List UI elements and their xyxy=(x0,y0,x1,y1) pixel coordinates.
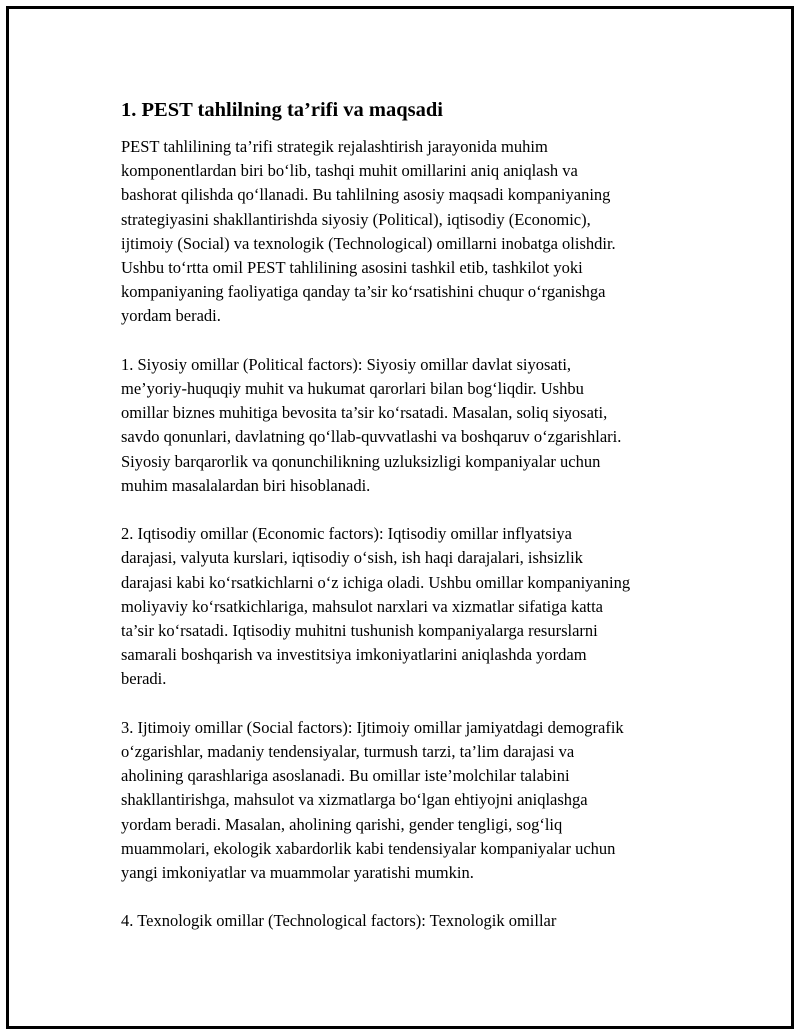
text-line: me’yoriy-huquqiy muhit va hukumat qarorlari bilan bog‘liqdir. Ushbu xyxy=(121,379,584,399)
text-line: 2. Iqtisodiy omillar (Economic factors): Iqtisodiy omillar inflyatsiya xyxy=(121,524,572,544)
text-line: PEST tahlilining ta’rifi strategik rejalashtirish jarayonida muhim xyxy=(121,137,548,156)
text-line: omillar biznes muhitiga bevosita ta’sir ko‘rsatadi. Masalan, soliq siyosati, xyxy=(121,403,608,423)
text-line: Siyosiy barqarorlik va qonunchilikning uzluksizligi kompaniyalar uchun xyxy=(121,451,601,471)
political-factors-paragraph xyxy=(121,353,701,498)
text-line: savdo qonunlari, davlatning qo‘llab-quvvatlashi va boshqaruv o‘zgarishlari. xyxy=(121,427,622,447)
text-line: 3. Ijtimoiy omillar (Social factors): Ijtimoiy omillar jamiyatdagi demografik xyxy=(121,717,624,737)
text-line: moliyaviy ko‘rsatkichlariga, mahsulot narxlari va xizmatlar sifatiga katta xyxy=(121,596,604,616)
text-line: aholining qarashlariga asoslanadi. Bu omillar iste’molchilar talabini xyxy=(121,766,570,786)
text-line: beradi. xyxy=(121,669,167,689)
social-factors-paragraph xyxy=(121,716,701,885)
text-line: komponentlardan biri bo‘lib, tashqi muhit omillarini aniq aniqlash va xyxy=(121,161,578,181)
document-page xyxy=(6,6,794,1029)
text-line: Ushbu to‘rtta omil PEST tahlilining asosini tashkil etib, tashkilot yoki xyxy=(121,258,583,278)
text-line: strategiyasini shakllantirishda siyosiy (Political), iqtisodiy (Economic), xyxy=(121,209,591,229)
text-line: yordam beradi. Masalan, aholining qarishi, gender tengligi, sog‘liq xyxy=(121,814,563,834)
text-line: bashorat qilishda qo‘llanadi. Bu tahlilning asosiy maqsadi kompaniyaning xyxy=(121,185,611,205)
text-line: muhim masalalardan biri hisoblanadi. xyxy=(121,475,371,495)
text-line: ijtimoiy (Social) va texnologik (Technological) omillarni inobatga olishdir. xyxy=(121,233,616,253)
text-line: samarali boshqarish va investitsiya imkoniyatlarini aniqlashda yordam xyxy=(121,645,587,665)
text-line: o‘zgarishlar, madaniy tendensiyalar, turmush tarzi, ta’lim darajasi va xyxy=(121,742,575,762)
document-body xyxy=(121,97,701,958)
text-line: kompaniyaning faoliyatiga qanday ta’sir ko‘rsatishini chuqur o‘rganishga xyxy=(121,282,606,302)
technological-factors-paragraph xyxy=(121,909,701,933)
economic-factors-paragraph xyxy=(121,522,701,691)
text-line: ta’sir ko‘rsatadi. Iqtisodiy muhitni tushunish kompaniyalarga resurslarni xyxy=(121,621,598,641)
text-line: darajasi kabi ko‘rsatkichlarni o‘z ichiga oladi. Ushbu omillar kompaniyaning xyxy=(121,572,631,592)
section-heading: 1. PEST tahlilning ta’rifi va maqsadi xyxy=(121,99,443,121)
intro-paragraph xyxy=(121,135,701,329)
text-line: muammolari, ekologik xabardorlik kabi tendensiyalar kompaniyalar uchun xyxy=(121,838,616,858)
text-line: yangi imkoniyatlar va muammolar yaratishi mumkin. xyxy=(121,863,474,883)
text-line: shakllantirishga, mahsulot va xizmatlarga bo‘lgan ehtiyojni aniqlashga xyxy=(121,790,588,810)
text-line: 4. Texnologik omillar (Technological factors): Texnologik omillar xyxy=(121,911,557,931)
text-line: yordam beradi. xyxy=(121,306,221,326)
text-line: darajasi, valyuta kurslari, iqtisodiy o‘sish, ish haqi darajalari, ishsizlik xyxy=(121,548,583,568)
text-line: 1. Siyosiy omillar (Political factors): Siyosiy omillar davlat siyosati, xyxy=(121,354,572,374)
